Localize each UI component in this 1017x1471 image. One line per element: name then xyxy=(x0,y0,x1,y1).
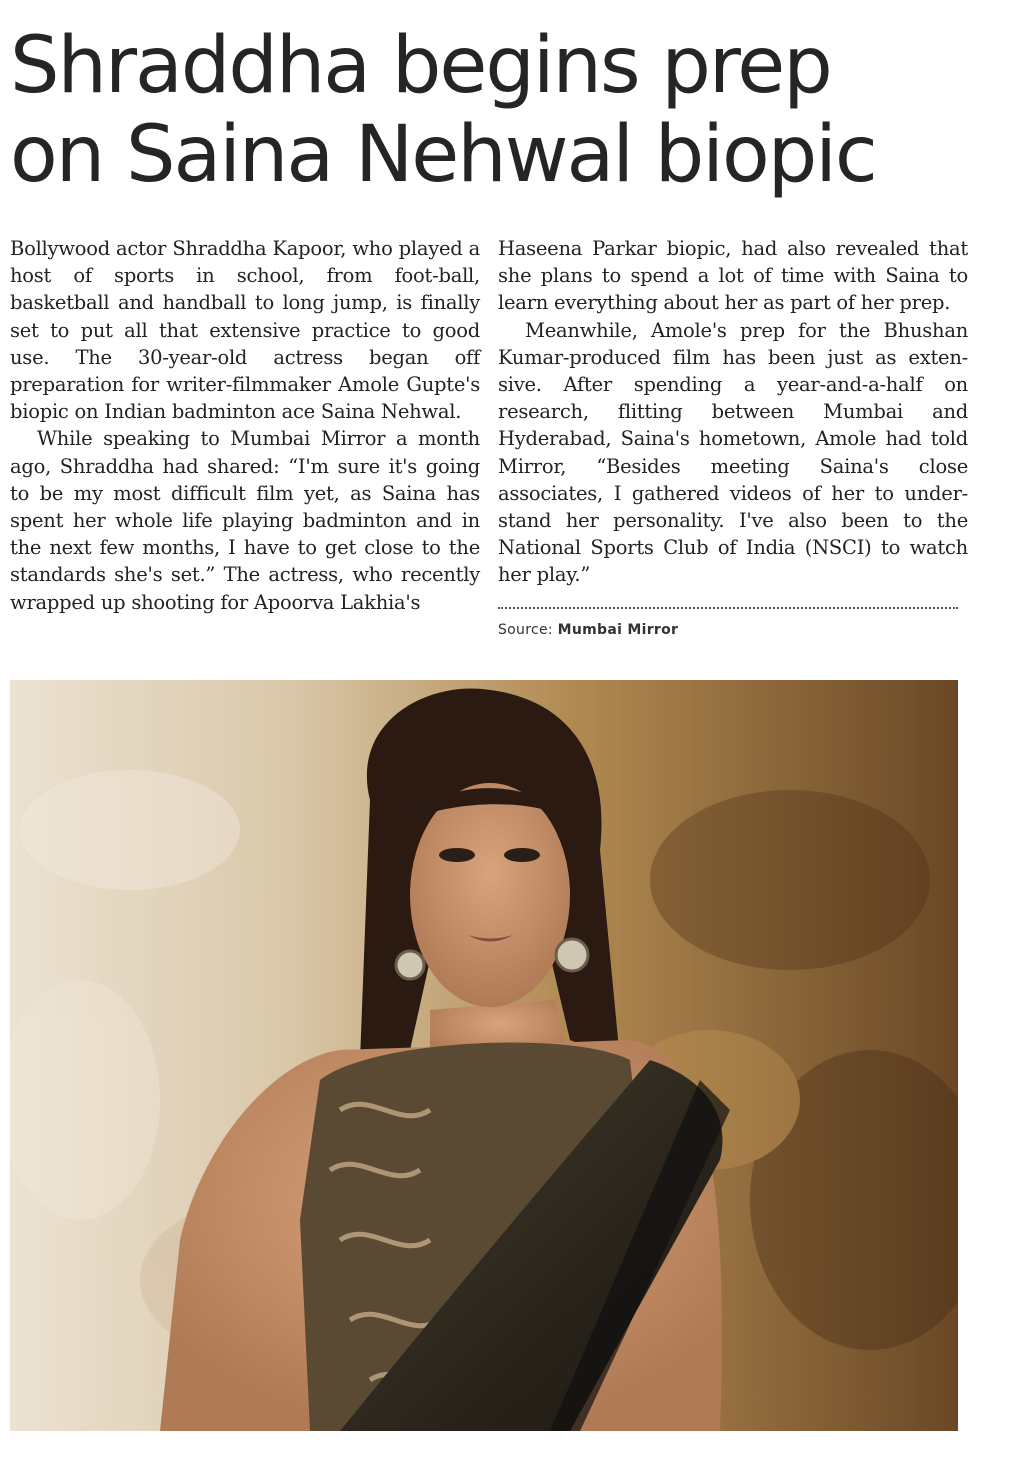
headline-line-1: Shraddha begins prep xyxy=(10,21,831,111)
source-label: Source: xyxy=(498,621,553,638)
left-eye xyxy=(439,848,475,862)
paragraph-3: Haseena Parkar biopic, had also revealed that she plans to spend a lot of time with Saina to learn everything about her as part of her prep. xyxy=(498,237,968,315)
face xyxy=(410,783,570,1007)
right-eye xyxy=(504,848,540,862)
article-column-left xyxy=(10,235,480,616)
headline-line-2: on Saina Nehwal biopic xyxy=(10,110,876,200)
portrait-illustration xyxy=(10,680,958,1431)
paragraph-4: Meanwhile, Amole's prep for the Bhushan Kumar-produced film has been just as exten-sive. After spending a year-and-a-half on research, flitting between Mumbai and Hyderabad, Saina's hometown, Amole had told Mirror, “Besides meeting Saina's close associates, I gathered videos of her to under-stand her personality. I've also been to the National Sports Club of India (NSCI) to watch her play.” xyxy=(498,318,968,587)
paragraph-2: While speaking to Mumbai Mirror a month ago, Shraddha had shared: “I'm sure it's going to be my most difficult film yet, as Saina has spent her whole life playing badminton and in the next few months, I have to get close to the standards she's set.” The actress, who recently wrapped up shooting for Apoorva Lakhia's xyxy=(10,427,480,614)
source-name: Mumbai Mirror xyxy=(557,621,679,638)
article-column-right xyxy=(498,235,968,644)
dotted-divider xyxy=(498,607,958,609)
article-photo xyxy=(10,680,958,1431)
source-credit xyxy=(498,617,968,644)
paragraph-1: Bollywood actor Shraddha Kapoor, who played a host of sports in school, from foot-ball, basketball and handball to long jump, is finally set to put all that extensive practice to good use. The 30-year-old actress began off preparation for writer-filmmaker Amole Gupte's biopic on Indian badminton ace Saina Nehwal. xyxy=(10,237,480,424)
headline xyxy=(10,22,1000,200)
left-earring xyxy=(396,951,424,979)
right-earring xyxy=(556,939,588,971)
